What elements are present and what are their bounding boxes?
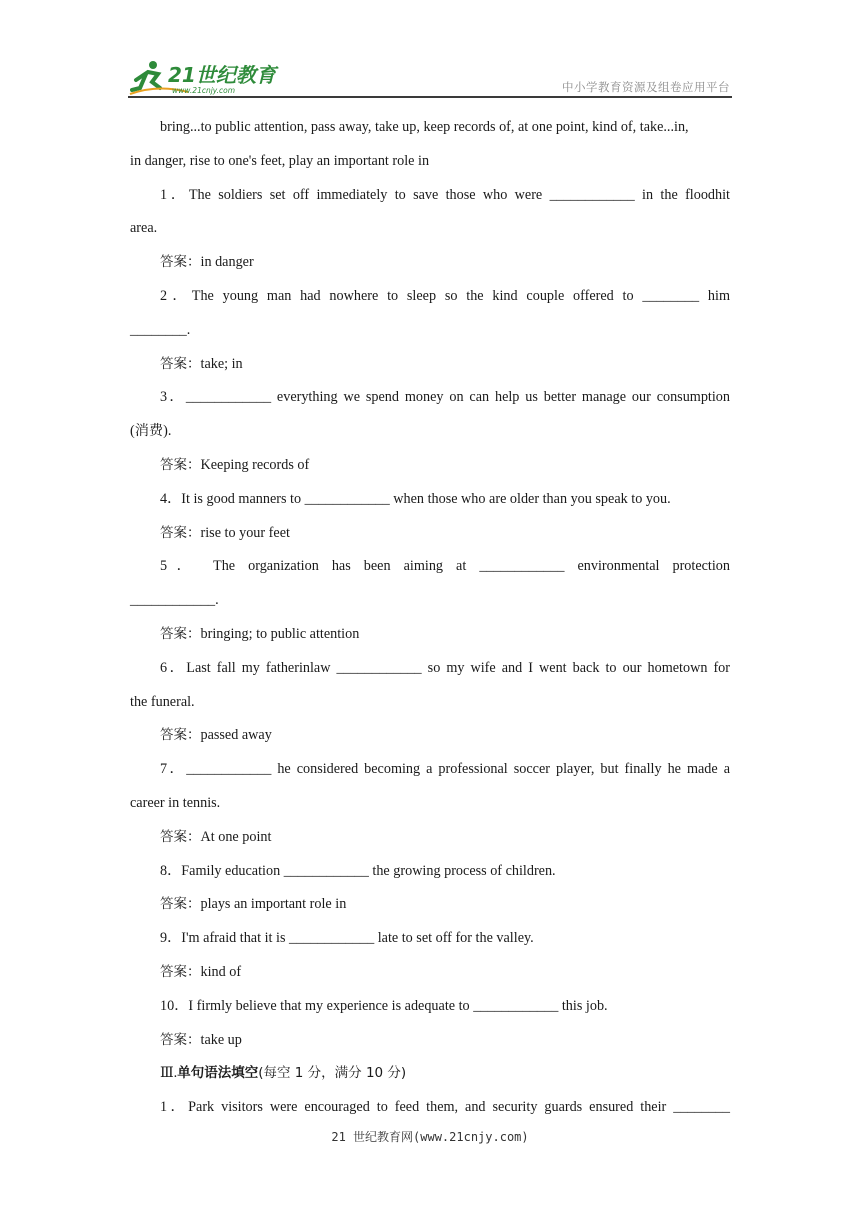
question-1-line-1: 1．The soldiers set off immediately to save those who were ____________ in the floodhit [160, 186, 730, 203]
answer-text: At one point [200, 828, 272, 845]
question-5-line-1: 5． The organization has been aiming at ____________ environmental protection [160, 558, 730, 575]
answer-label: 答案： [160, 456, 201, 473]
phrase-bank-line-2: in danger, rise to one's feet, play an important role in [130, 152, 430, 169]
section-note: (每空 1 分，满分 10 分) [258, 1065, 407, 1082]
question-6-line-1: 6．Last fall my fatherinlaw ____________ so my wife and I went back to our hometown for [160, 659, 730, 676]
page-header [128, 54, 732, 98]
answer-text: plays an important role in [200, 896, 347, 913]
answer-label: 答案： [160, 896, 201, 913]
answer-4 [130, 517, 730, 551]
answer-10 [130, 1024, 730, 1058]
answer-7 [130, 821, 730, 855]
answer-label: 答案： [160, 355, 201, 372]
answer-text: Keeping records of [200, 456, 310, 473]
question-3-line-2: (消费). [130, 423, 172, 440]
answer-label: 答案： [160, 828, 201, 845]
answer-text: take up [200, 1031, 242, 1048]
answer-text: take; in [200, 355, 243, 372]
section-title: 单句语法填空 [177, 1065, 259, 1082]
page-footer: 21 世纪教育网(www.21cnjy.com) [331, 1130, 529, 1144]
svg-text:www.21cnjy.com: www.21cnjy.com [172, 86, 236, 95]
answer-text: rise to your feet [200, 524, 290, 541]
answer-text: bringing; to public attention [200, 625, 360, 642]
question-4-line-1: 4．It is good manners to ____________ when those who are older than you speak to you. [160, 490, 671, 507]
worksheet-body [130, 111, 730, 1125]
answer-5 [130, 618, 730, 652]
answer-3 [130, 449, 730, 483]
section-heading [130, 1057, 730, 1091]
answer-text: in danger [200, 254, 254, 271]
question-2-line-2: ________. [130, 321, 191, 338]
question-7-line-2: career in tennis. [130, 794, 221, 811]
question-1-line-2: area. [130, 220, 158, 237]
answer-label: 答案： [160, 963, 201, 980]
section-number: Ⅲ. [160, 1065, 178, 1082]
svg-text:21世纪教育: 21世纪教育 [168, 63, 276, 87]
answer-label: 答案： [160, 254, 201, 271]
21cnjy-logo [128, 58, 298, 96]
answer-label: 答案： [160, 524, 201, 541]
question-2-line-1: 2．The young man had nowhere to sleep so the kind couple offered to ________ him [160, 287, 730, 304]
answer-label: 答案： [160, 727, 201, 744]
answer-text: passed away [200, 727, 272, 744]
question-10-line-1: 10．I firmly believe that my experience is adequate to ____________ this job. [160, 997, 608, 1014]
question-3-line-1: 3．____________ everything we spend money on can help us better manage our consumption [160, 389, 730, 406]
answer-9 [130, 956, 730, 990]
question-5-line-2: ____________. [130, 592, 219, 609]
grammar-question-1-line-1: 1．Park visitors were encouraged to feed them, and security guards ensured their ________ [160, 1099, 730, 1116]
answer-1 [130, 246, 730, 280]
answer-label: 答案： [160, 1031, 201, 1048]
answer-8 [130, 888, 730, 922]
question-9-line-1: 9．I'm afraid that it is ____________ late to set off for the valley. [160, 930, 534, 947]
answer-2 [130, 348, 730, 382]
answer-text: kind of [200, 963, 242, 980]
phrase-bank-line-1: bring...to public attention, pass away, take up, keep records of, at one point, kind of, take...in, [160, 119, 689, 135]
question-6-line-2: the funeral. [130, 693, 195, 710]
question-7-line-1: 7．____________ he considered becoming a professional soccer player, but finally he made a [160, 761, 730, 778]
answer-6 [130, 719, 730, 753]
answer-label: 答案： [160, 625, 201, 642]
header-rule [128, 96, 732, 98]
question-8-line-1: 8．Family education ____________ the growing process of children. [160, 862, 556, 879]
header-tagline: 中小学教育资源及组卷应用平台 [562, 80, 730, 94]
